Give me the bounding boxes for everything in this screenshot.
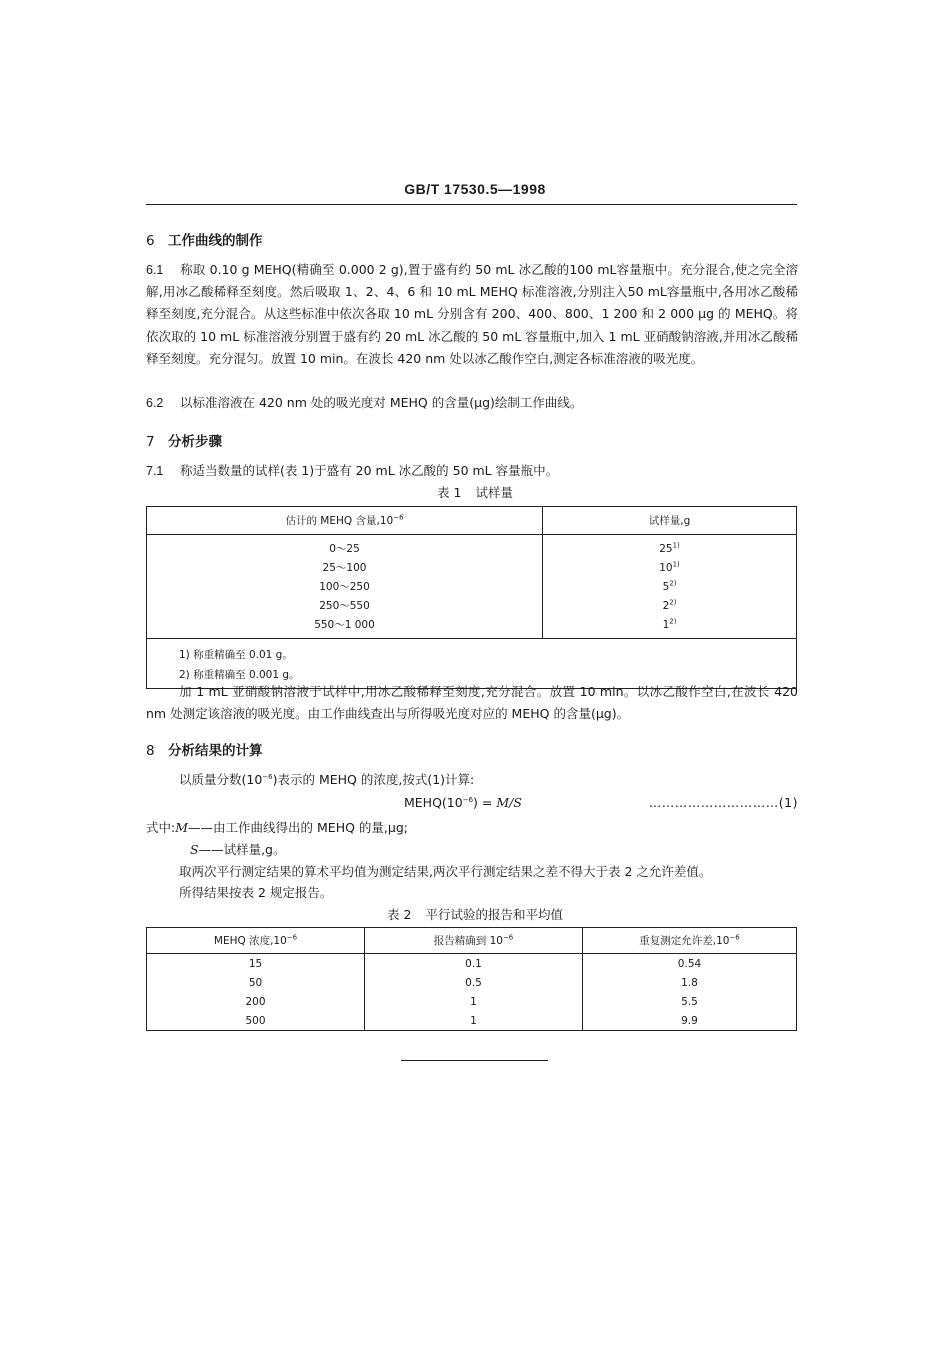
- table-cell-range: 0～25: [147, 535, 543, 559]
- table-1-footnote-1: 1) 称重精确至 0.01 g。: [147, 639, 797, 665]
- clause-6-2-text: 以标准溶液在 420 nm 处的吸光度对 MEHQ 的含量(μg)绘制工作曲线。: [180, 395, 583, 410]
- clause-6-1: [146, 259, 798, 370]
- table-cell-concentration: 15: [147, 954, 365, 974]
- table-cell-precision: 1: [365, 1011, 583, 1031]
- table-cell-concentration: 200: [147, 992, 365, 1011]
- where-m: 式中:M——由工作曲线得出的 MEHQ 的量,μg;: [146, 820, 408, 835]
- table-cell-precision: 0.5: [365, 973, 583, 992]
- table-row: [147, 992, 797, 1011]
- table-cell-range: 250～550: [147, 596, 543, 615]
- header-rule: [146, 204, 797, 205]
- table-1-footnote-2: 2) 称重精确至 0.001 g。: [179, 668, 300, 681]
- table-row: [147, 577, 797, 596]
- table-cell-range: 25～100: [147, 558, 543, 577]
- clause-6-1-text: 称取 0.10 g MEHQ(精确至 0.000 2 g),置于盛有约 50 mL 冰乙酸的100 mL容量瓶中。充分混合,使之完全溶解,用冰乙酸稀释至刻度。然后吸取 1、2、4、6 和 10 mL MEHQ 标准溶液,分别注入50 mL容量瓶中,各用冰乙酸稀释至刻度,充分混合。从这些标准中依次各取 10 mL 分别含有 200、400、800、1 200 和 2 000 μg 的 MEHQ。将依次取的 10 mL 标准溶液分别置于盛有约 20 mL 冰乙酸的 50 mL 容量瓶中,加入 1 mL 亚硝酸钠溶液,并用冰乙酸稀释至刻度。充分混匀。放置 10 min。在波长 420 nm 处以冰乙酸作空白,测定各标准溶液的吸光度。: [146, 262, 798, 366]
- table-1-caption: [0, 483, 950, 501]
- table-row: [147, 535, 797, 559]
- table-row: [147, 954, 797, 974]
- clause-7-1-number: 7.1: [146, 464, 164, 478]
- table-1-sample-mass: [146, 506, 797, 689]
- section-7-title: 分析步骤: [168, 434, 222, 450]
- clause-7-1: [146, 460, 798, 482]
- section-8-heading: [146, 739, 263, 759]
- table-cell-tolerance: 9.9: [681, 1014, 698, 1027]
- formula-expression: $MEHQ(10^{-6}) = M/S$: [404, 795, 522, 810]
- clause-7-1-continuation: 加 1 mL 亚硝酸钠溶液于试样中,用冰乙酸稀释至刻度,充分混合。放置 10 min。以冰乙酸作空白,在波长 420 nm 处测定该溶液的吸光度。由工作曲线查出与所得吸光度对应的 MEHQ 的含量(μg)。: [146, 684, 798, 722]
- section-6-number: 6: [146, 233, 155, 249]
- section-7-number: 7: [146, 434, 155, 450]
- table-cell-precision: 1: [365, 992, 583, 1011]
- section-7-heading: [146, 430, 222, 450]
- table-header-row: [147, 928, 797, 954]
- table-2-caption-title: 平行试验的报告和平均值: [425, 907, 563, 922]
- table-1-footnote-row: [147, 639, 797, 665]
- section-6-title: 工作曲线的制作: [168, 233, 263, 249]
- clause-7-1-text: 称适当数量的试样(表 1)于盛有 20 mL 冰乙酸的 50 mL 容量瓶中。: [180, 463, 559, 478]
- clause-6-1-number: 6.1: [146, 263, 164, 277]
- table-1-caption-number: 表 1: [437, 485, 462, 500]
- table-row: [147, 558, 797, 577]
- table-cell-concentration: 50: [147, 973, 365, 992]
- table-1-col-estimated-content: 估计的 MEHQ 含量$,10^{-6}$: [147, 507, 543, 535]
- table-cell-range: 550～1 000: [147, 615, 543, 639]
- table-cell-mass: 25$^{1)}$: [659, 541, 680, 555]
- section-8-intro: 以质量分数$(10^{-6})$表示的 MEHQ 的浓度,按式(1)计算:: [179, 772, 475, 787]
- section-8-title: 分析结果的计算: [168, 743, 263, 759]
- formula-1: [146, 795, 798, 817]
- table-2-parallel-tests: [146, 927, 797, 1031]
- clause-6-2: [146, 392, 798, 414]
- section-6-heading: [146, 229, 263, 249]
- table-cell-mass: 5$^{2)}$: [662, 579, 677, 593]
- table-cell-tolerance: 5.5: [681, 995, 698, 1008]
- table-1-caption-title: 试样量: [475, 485, 513, 500]
- clause-6-2-number: 6.2: [146, 396, 164, 410]
- table-row: [147, 615, 797, 639]
- page-header-standard-code: GB/T 17530.5—1998: [404, 181, 546, 197]
- table-2-caption: [0, 905, 950, 923]
- end-of-document-rule: [401, 1060, 548, 1061]
- formula-number: …………………………(1): [648, 795, 798, 810]
- table-cell-tolerance: 0.54: [677, 957, 702, 970]
- table-cell-concentration: 500: [147, 1011, 365, 1031]
- table-row: [147, 1011, 797, 1031]
- table-2-col-concentration: MEHQ 浓度$,10^{-6}$: [147, 928, 365, 954]
- table-2-col-repeatability: 重复测定允许差$,10^{-6}$: [583, 928, 797, 954]
- table-row: [147, 596, 797, 615]
- table-cell-mass: 10$^{1)}$: [659, 560, 680, 574]
- result-text-2: 所得结果按表 2 规定报告。: [179, 885, 333, 900]
- section-8-number: 8: [146, 743, 155, 759]
- where-s: S——试样量,g。: [190, 842, 286, 857]
- table-2-col-report-precision: 报告精确到 $10^{-6}$: [365, 928, 583, 954]
- result-text-1: 取两次平行测定结果的算术平均值为测定结果,两次平行测定结果之差不得大于表 2 之允许差值。: [179, 864, 712, 879]
- table-cell-mass: 1$^{2)}$: [662, 617, 677, 631]
- table-cell-range: 100～250: [147, 577, 543, 596]
- table-cell-mass: 2$^{2)}$: [662, 598, 677, 612]
- table-cell-precision: 0.1: [365, 954, 583, 974]
- table-1-col-sample-mass: 试样量,g: [543, 507, 797, 535]
- table-header-row: [147, 507, 797, 535]
- table-2-caption-number: 表 2: [387, 907, 412, 922]
- table-row: [147, 973, 797, 992]
- table-cell-tolerance: 1.8: [681, 976, 698, 989]
